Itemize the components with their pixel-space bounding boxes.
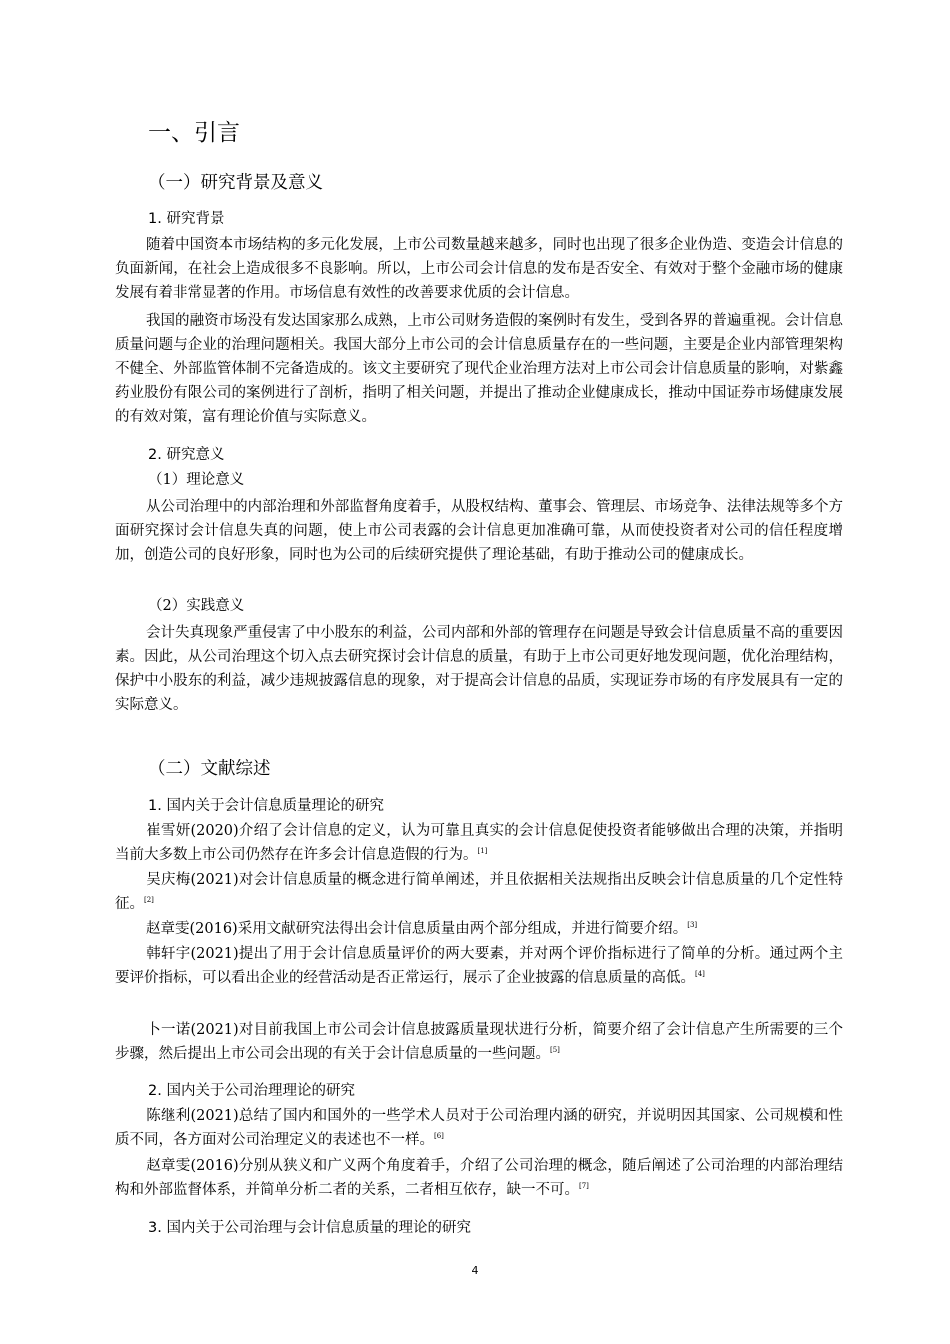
page-number: 4	[471, 1264, 479, 1277]
reference-paragraph-6: 陈继利(2021)总结了国内和国外的一些学术人员对于公司治理内涵的研究，并说明因其国家、公司规模和性质不同，各方面对公司治理定义的表述也不一样。[6]	[115, 1108, 843, 1148]
citation-7: [7]	[579, 1182, 589, 1190]
reference-paragraph-5: 卜一诺(2021)对目前我国上市公司会计信息披露质量现状进行分析，简要介绍了会计信息产生所需要的三个步骤，然后提出上市公司会出现的有关于会计信息质量的一些问题。[5]	[115, 1022, 843, 1062]
reference-paragraph-1: 崔雪妍(2020)介绍了会计信息的定义，认为可靠且真实的会计信息促使投资者能够做出合理的决策，并指明当前大多数上市公司仍然存在许多会计信息造假的行为。[1]	[115, 823, 843, 863]
citation-2: [2]	[144, 896, 154, 904]
heading-governance-and-quality-research: 3. 国内关于公司治理与会计信息质量的理论的研究	[148, 1220, 471, 1236]
reference-paragraph-4: 韩轩宇(2021)提出了用于会计信息质量评价的两大要素，并对两个评价指标进行了简单的分析。通过两个主要评价指标，可以看出企业的经营活动是否正常运行，展示了企业披露的信息质量的高低。[4]	[115, 946, 843, 986]
citation-1: [1]	[477, 847, 488, 855]
subheading-theoretical: （1）理论意义	[148, 472, 245, 488]
subsection-heading-literature: （二）文献综述	[148, 759, 271, 779]
heading-accounting-quality-research: 1. 国内关于会计信息质量理论的研究	[148, 798, 384, 814]
citation-3: [3]	[687, 921, 698, 929]
reference-paragraph-3: 赵章雯(2016)采用文献研究法得出会计信息质量由两个部分组成，并进行简要介绍。[3]	[146, 921, 698, 937]
paragraph-practical: 会计失真现象严重侵害了中小股东的利益，公司内部和外部的管理存在问题是导致会计信息质量不高的重要因素。因此，从公司治理这个切入点去研究探讨会计信息的质量，有助于上市公司更好地发现问题，优化治理结构，保护中小股东的利益，减少违规披露信息的现象，对于提高会计信息的品质，实现证券市场的有序发展具有一定的实际意义。	[115, 625, 843, 713]
heading-research-background: 1. 研究背景	[148, 211, 225, 227]
citation-4: [4]	[695, 970, 705, 978]
paragraph-theoretical: 从公司治理中的内部治理和外部监督角度着手，从股权结构、董事会、管理层、市场竞争、法律法规等多个方面研究探讨会计信息失真的问题，使上市公司表露的会计信息更加准确可靠，从而使投资者对公司的信任程度增加，创造公司的良好形象，同时也为公司的后续研究提供了理论基础，有助于推动公司的健康成长。	[115, 499, 843, 563]
citation-5: [5]	[550, 1046, 560, 1054]
citation-6: [6]	[434, 1132, 444, 1140]
section-heading: 一、引言	[148, 120, 240, 146]
reference-paragraph-7: 赵章雯(2016)分别从狭义和广义两个角度着手，介绍了公司治理的概念，随后阐述了公司治理的内部治理结构和外部监督体系，并简单分析二者的关系，二者相互依存，缺一不可。[7]	[115, 1158, 843, 1198]
paragraph-background-1: 随着中国资本市场结构的多元化发展，上市公司数量越来越多，同时也出现了很多企业伪造、变造会计信息的负面新闻，在社会上造成很多不良影响。所以，上市公司会计信息的发布是否安全、有效对于整个金融市场的健康发展有着非常显著的作用。市场信息有效性的改善要求优质的会计信息。	[115, 237, 843, 301]
heading-research-significance: 2. 研究意义	[148, 447, 225, 463]
heading-corporate-governance-research: 2. 国内关于公司治理理论的研究	[148, 1083, 355, 1099]
subsection-heading-background: （一）研究背景及意义	[148, 173, 323, 193]
paragraph-background-2: 我国的融资市场没有发达国家那么成熟，上市公司财务造假的案例时有发生，受到各界的普遍重视。会计信息质量问题与企业的治理问题相关。我国大部分上市公司的会计信息质量存在的一些问题，主要是企业内部管理架构不健全、外部监管体制不完备造成的。该文主要研究了现代企业治理方法对上市公司会计信息质量的影响，对紫鑫药业股份有限公司的案例进行了剖析，指明了相关问题，并提出了推动企业健康成长，推动中国证券市场健康发展的有效对策，富有理论价值与实际意义。	[115, 313, 843, 425]
reference-paragraph-2: 吴庆梅(2021)对会计信息质量的概念进行简单阐述，并且依据相关法规指出反映会计信息质量的几个定性特征。[2]	[115, 872, 843, 912]
subheading-practical: （2）实践意义	[148, 598, 245, 614]
